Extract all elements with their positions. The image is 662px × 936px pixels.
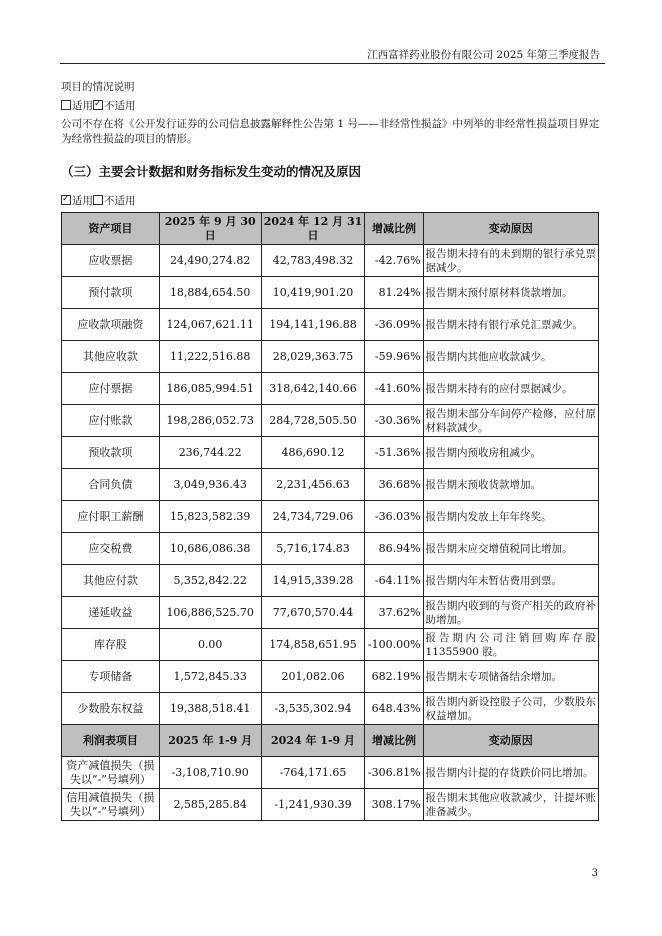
current-value-cell: 24,490,274.82 bbox=[159, 245, 261, 277]
item-name-cell: 应收票据 bbox=[62, 245, 160, 277]
table-row bbox=[62, 789, 599, 821]
current-value-cell: -3,108,710.90 bbox=[159, 757, 261, 789]
change-ratio-cell: 86.94% bbox=[365, 533, 423, 565]
change-reason-cell: 报告期内年末暂估费用到票。 bbox=[423, 565, 598, 597]
table-row bbox=[62, 693, 599, 725]
change-reason-cell: 报告期内新设控股子公司，少数股东权益增加。 bbox=[423, 693, 598, 725]
current-value-cell: 124,067,621.11 bbox=[159, 309, 261, 341]
change-reason-cell: 报告期末持有的应付票据减少。 bbox=[423, 373, 598, 405]
column-header: 增减比例 bbox=[365, 213, 423, 245]
column-header: 变动原因 bbox=[423, 213, 598, 245]
change-ratio-cell: -36.03% bbox=[365, 501, 423, 533]
table-header-row bbox=[62, 213, 599, 245]
item-name-cell: 应交税费 bbox=[62, 533, 160, 565]
current-value-cell: 5,352,842.22 bbox=[159, 565, 261, 597]
table-row bbox=[62, 373, 599, 405]
change-reason-cell: 报告期内发放上年年终奖。 bbox=[423, 501, 598, 533]
item-description-label: 项目的情况说明 bbox=[61, 81, 135, 93]
table-row bbox=[62, 629, 599, 661]
change-ratio-cell: -42.76% bbox=[365, 245, 423, 277]
current-value-cell: 19,388,518.41 bbox=[159, 693, 261, 725]
prior-value-cell: 174,858,651.95 bbox=[261, 629, 365, 661]
change-ratio-cell: -59.96% bbox=[365, 341, 423, 373]
prior-value-cell: -764,171.65 bbox=[261, 757, 365, 789]
prior-value-cell: 2,231,456.63 bbox=[261, 469, 365, 501]
prior-value-cell: 42,783,498.32 bbox=[261, 245, 365, 277]
table-row bbox=[62, 533, 599, 565]
table-row bbox=[62, 501, 599, 533]
current-value-cell: 15,823,582.39 bbox=[159, 501, 261, 533]
applicable-label: 适用 bbox=[72, 195, 93, 207]
change-ratio-cell: 308.17% bbox=[365, 789, 423, 821]
table-row bbox=[62, 437, 599, 469]
applicable-label: 适用 bbox=[72, 100, 93, 112]
change-ratio-cell: -36.09% bbox=[365, 309, 423, 341]
item-name-cell: 合同负债 bbox=[62, 469, 160, 501]
not-applicable-label: 不适用 bbox=[104, 195, 136, 207]
change-reason-cell: 报告期末持有的未到期的银行承兑票据减少。 bbox=[423, 245, 598, 277]
change-ratio-cell: -100.00% bbox=[365, 629, 423, 661]
current-value-cell: 106,886,525.70 bbox=[159, 597, 261, 629]
applicable-checkbox-checked bbox=[61, 195, 71, 205]
prior-value-cell: 318,642,140.66 bbox=[261, 373, 365, 405]
prior-value-cell: 28,029,363.75 bbox=[261, 341, 365, 373]
report-header-title: 江西富祥药业股份有限公司 2025 年第三季度报告 bbox=[367, 49, 600, 61]
column-header: 资产项目 bbox=[62, 213, 160, 245]
prior-value-cell: 5,716,174.83 bbox=[261, 533, 365, 565]
item-name-cell: 其他应收款 bbox=[62, 341, 160, 373]
item-name-cell: 资产减值损失（损失以“-”号填列） bbox=[62, 757, 160, 789]
change-reason-cell: 报告期内公司注销回购库存股11355900 股。 bbox=[423, 629, 598, 661]
table-row bbox=[62, 597, 599, 629]
prior-value-cell: 10,419,901.20 bbox=[261, 277, 365, 309]
table-row bbox=[62, 405, 599, 437]
item-name-cell: 少数股东权益 bbox=[62, 693, 160, 725]
change-reason-cell: 报告期末部分车间停产检修，应付原材料款减少。 bbox=[423, 405, 598, 437]
page-number: 3 bbox=[591, 868, 598, 879]
current-value-cell: 2,585,285.84 bbox=[159, 789, 261, 821]
change-ratio-cell: 682.19% bbox=[365, 661, 423, 693]
table-row bbox=[62, 469, 599, 501]
prior-value-cell: 486,690.12 bbox=[261, 437, 365, 469]
column-header: 2025 年 9 月 30 日 bbox=[159, 213, 261, 245]
item-name-cell: 应付职工薪酬 bbox=[62, 501, 160, 533]
item-name-cell: 预付款项 bbox=[62, 277, 160, 309]
change-ratio-cell: -30.36% bbox=[365, 405, 423, 437]
column-header: 2024 年 12 月 31 日 bbox=[261, 213, 365, 245]
change-ratio-cell: 648.43% bbox=[365, 693, 423, 725]
table-header-row bbox=[62, 725, 599, 757]
change-reason-cell: 报告期末预收货款增加。 bbox=[423, 469, 598, 501]
change-reason-cell: 报告期末专项储备结余增加。 bbox=[423, 661, 598, 693]
current-value-cell: 3,049,936.43 bbox=[159, 469, 261, 501]
change-reason-cell: 报告期内其他应收款减少。 bbox=[423, 341, 598, 373]
current-value-cell: 11,222,516.88 bbox=[159, 341, 261, 373]
section-applicable-line bbox=[61, 194, 136, 209]
column-header: 2024 年 1-9 月 bbox=[261, 725, 365, 757]
item-name-cell: 递延收益 bbox=[62, 597, 160, 629]
not-applicable-label: 不适用 bbox=[104, 100, 136, 112]
change-ratio-cell: -51.36% bbox=[365, 437, 423, 469]
prior-value-cell: 14,915,339.28 bbox=[261, 565, 365, 597]
table-row bbox=[62, 757, 599, 789]
change-reason-cell: 报告期内预收房租减少。 bbox=[423, 437, 598, 469]
change-ratio-cell: -306.81% bbox=[365, 757, 423, 789]
current-value-cell: 1,572,845.33 bbox=[159, 661, 261, 693]
change-reason-cell: 报告期内计提的存货跌价同比增加。 bbox=[423, 757, 598, 789]
change-ratio-cell: -64.11% bbox=[365, 565, 423, 597]
column-header: 利润表项目 bbox=[62, 725, 160, 757]
change-reason-cell: 报告期末预付原材料货款增加。 bbox=[423, 277, 598, 309]
table-row bbox=[62, 309, 599, 341]
change-ratio-cell: 36.68% bbox=[365, 469, 423, 501]
prior-value-cell: -3,535,302.94 bbox=[261, 693, 365, 725]
non-recurring-statement: 公司不存在将《公开发行证券的公司信息披露解释性公告第 1 号——非经常性损益》中列举的非经常性损益项目界定为经常性损益的项目的情形。 bbox=[61, 118, 600, 145]
change-reason-cell: 报告期末应交增值税同比增加。 bbox=[423, 533, 598, 565]
prior-value-cell: 194,141,196.88 bbox=[261, 309, 365, 341]
item-name-cell: 信用减值损失（损失以“-”号填列） bbox=[62, 789, 160, 821]
prior-value-cell: 284,728,505.50 bbox=[261, 405, 365, 437]
item-name-cell: 应付账款 bbox=[62, 405, 160, 437]
header-divider bbox=[60, 63, 605, 64]
change-ratio-cell: 81.24% bbox=[365, 277, 423, 309]
table-row bbox=[62, 661, 599, 693]
item-name-cell: 专项储备 bbox=[62, 661, 160, 693]
prior-value-cell: 24,734,729.06 bbox=[261, 501, 365, 533]
table-row bbox=[62, 341, 599, 373]
financial-changes-table bbox=[61, 212, 599, 821]
applicable-checkbox bbox=[61, 100, 71, 110]
not-applicable-checkbox bbox=[93, 195, 103, 205]
change-ratio-cell: -41.60% bbox=[365, 373, 423, 405]
current-value-cell: 0.00 bbox=[159, 629, 261, 661]
applicable-status-line bbox=[61, 99, 136, 114]
table-row bbox=[62, 245, 599, 277]
table-row bbox=[62, 565, 599, 597]
item-name-cell: 其他应付款 bbox=[62, 565, 160, 597]
change-ratio-cell: 37.62% bbox=[365, 597, 423, 629]
item-name-cell: 预收款项 bbox=[62, 437, 160, 469]
prior-value-cell: 201,082.06 bbox=[261, 661, 365, 693]
prior-value-cell: 77,670,570.44 bbox=[261, 597, 365, 629]
current-value-cell: 18,884,654.50 bbox=[159, 277, 261, 309]
current-value-cell: 186,085,994.51 bbox=[159, 373, 261, 405]
change-reason-cell: 报告期末其他应收款减少，计提坏账准备减少。 bbox=[423, 789, 598, 821]
not-applicable-checkbox-checked bbox=[93, 100, 103, 110]
table-row bbox=[62, 277, 599, 309]
column-header: 增减比例 bbox=[365, 725, 423, 757]
column-header: 2025 年 1-9 月 bbox=[159, 725, 261, 757]
column-header: 变动原因 bbox=[423, 725, 598, 757]
section-title: （三）主要会计数据和财务指标发生变动的情况及原因 bbox=[61, 164, 362, 179]
change-reason-cell: 报告期内收到的与资产相关的政府补助增加。 bbox=[423, 597, 598, 629]
item-name-cell: 库存股 bbox=[62, 629, 160, 661]
change-reason-cell: 报告期末持有银行承兑汇票减少。 bbox=[423, 309, 598, 341]
item-name-cell: 应收款项融资 bbox=[62, 309, 160, 341]
prior-value-cell: -1,241,930.39 bbox=[261, 789, 365, 821]
current-value-cell: 198,286,052.73 bbox=[159, 405, 261, 437]
item-name-cell: 应付票据 bbox=[62, 373, 160, 405]
current-value-cell: 236,744.22 bbox=[159, 437, 261, 469]
current-value-cell: 10,686,086.38 bbox=[159, 533, 261, 565]
